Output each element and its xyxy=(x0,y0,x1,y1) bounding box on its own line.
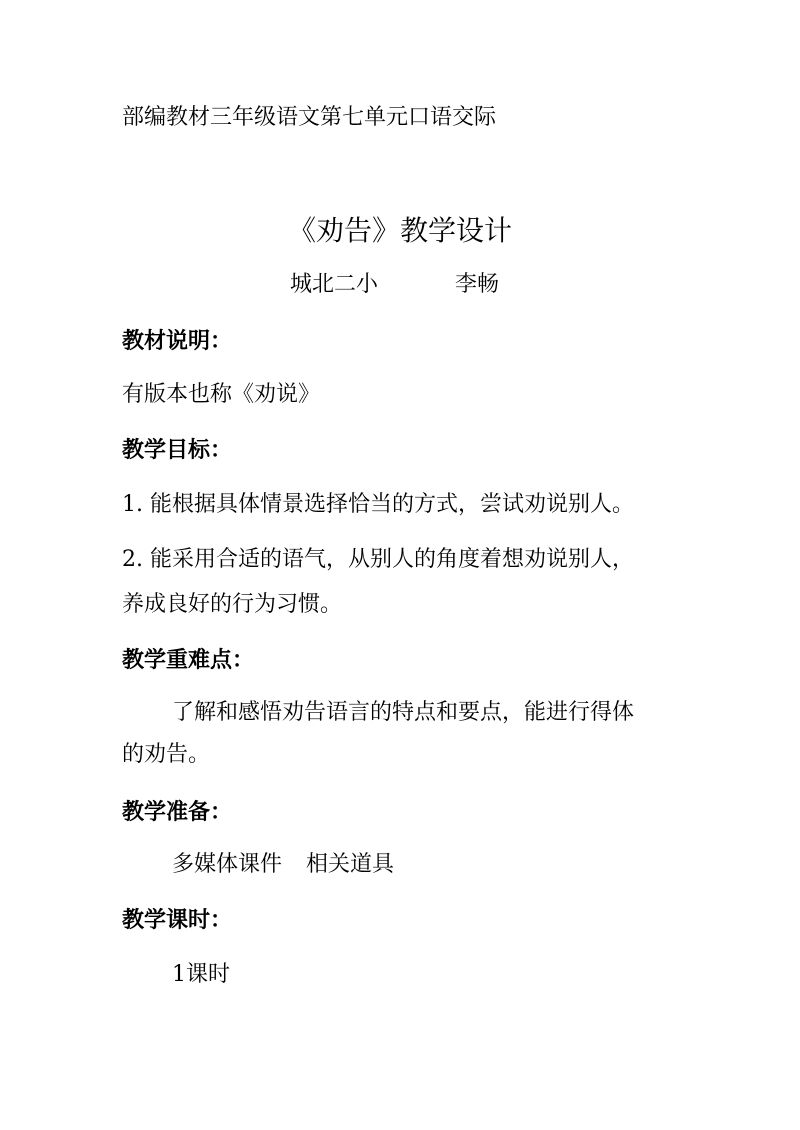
goal-item-1: 1. 能根据具体情景选择恰当的方式，尝试劝说别人。 xyxy=(122,492,634,517)
heading-material: 教材说明： xyxy=(122,328,233,354)
heading-key-points: 教学重难点： xyxy=(122,647,255,673)
document-subtitle: 部编教材三年级语文第七单元口语交际 xyxy=(122,105,497,130)
key-points-line-2: 的劝告。 xyxy=(122,742,211,767)
goal-item-2-line-2: 养成良好的行为习惯。 xyxy=(122,592,343,617)
key-points-line-1: 了解和感悟劝告语言的特点和要点，能进行得体 xyxy=(172,700,635,725)
heading-goals: 教学目标： xyxy=(122,437,233,463)
author-name: 李畅 xyxy=(455,272,500,297)
preparation-items xyxy=(172,850,394,880)
preparation-item-2: 相关道具 xyxy=(306,852,395,877)
heading-preparation: 教学准备： xyxy=(122,799,233,825)
author-school: 城北二小 xyxy=(290,272,379,297)
author-line xyxy=(290,270,499,300)
preparation-item-1: 多媒体课件 xyxy=(172,852,283,877)
material-text: 有版本也称《劝说》 xyxy=(122,382,321,407)
goal-item-2-line-1: 2. 能采用合适的语气，从别人的角度着想劝说别人， xyxy=(122,547,634,572)
heading-period: 教学课时： xyxy=(122,907,233,933)
document-title: 《劝告》教学设计 xyxy=(287,214,512,247)
period-text: 1课时 xyxy=(172,962,230,987)
